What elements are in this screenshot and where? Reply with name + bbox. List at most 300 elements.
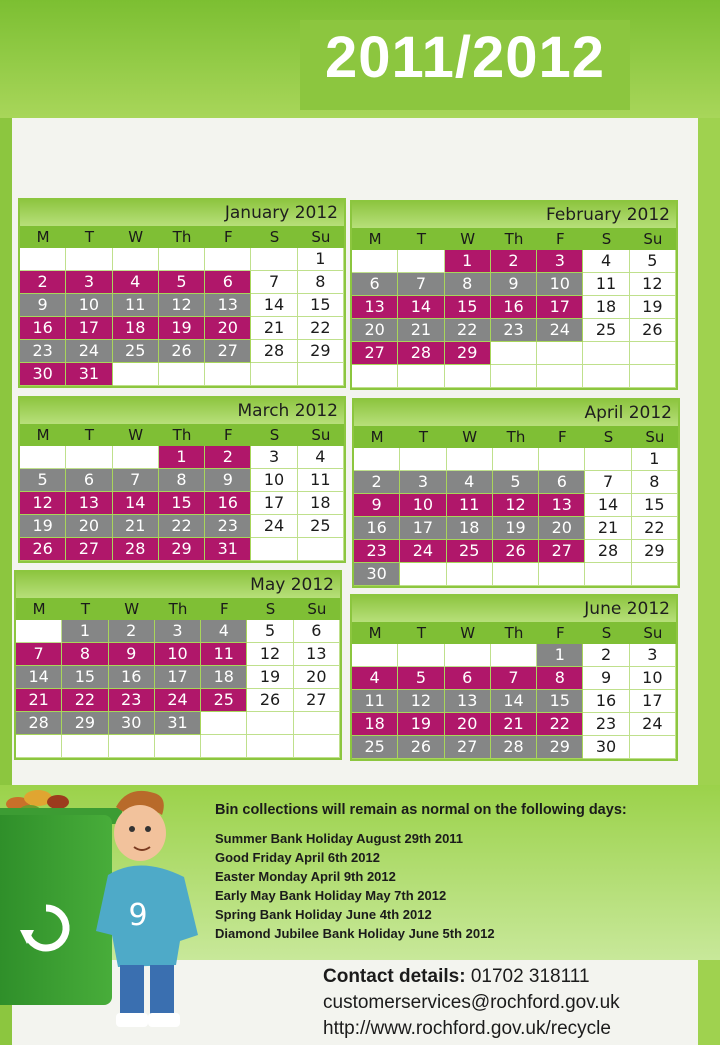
day-cell: 9	[109, 643, 155, 666]
weekday-header: Th	[155, 598, 201, 620]
day-cell: 1	[62, 620, 108, 643]
empty-day-cell	[294, 712, 340, 735]
day-cell: 13	[205, 294, 251, 317]
day-cell: 27	[294, 689, 340, 712]
empty-day-cell	[445, 644, 491, 667]
day-cell: 29	[445, 342, 491, 365]
empty-day-cell	[66, 248, 112, 271]
weekday-header: W	[447, 426, 493, 448]
weekday-header: F	[205, 424, 251, 446]
svg-text:9: 9	[128, 898, 148, 933]
empty-day-cell	[630, 342, 676, 365]
day-cell: 23	[20, 340, 66, 363]
weekday-header: Su	[294, 598, 340, 620]
empty-day-cell	[16, 735, 62, 758]
holiday-list	[215, 829, 495, 943]
weekday-header: Th	[491, 622, 537, 644]
empty-day-cell	[537, 365, 583, 388]
empty-day-cell	[201, 735, 247, 758]
empty-day-cell	[247, 712, 293, 735]
weekday-header: Su	[632, 426, 678, 448]
day-cell: 29	[62, 712, 108, 735]
day-cell: 8	[159, 469, 205, 492]
calendar-february-2012	[350, 200, 678, 390]
day-cell: 28	[16, 712, 62, 735]
weekday-header: M	[352, 622, 398, 644]
weekday-header: T	[66, 226, 112, 248]
weekday-header: M	[352, 228, 398, 250]
contact-email: customerservices@rochford.gov.uk	[323, 992, 620, 1013]
day-cell: 25	[352, 736, 398, 759]
day-cell: 19	[630, 296, 676, 319]
contact-details	[323, 964, 620, 1042]
weekday-header: W	[445, 622, 491, 644]
weekday-header: Th	[493, 426, 539, 448]
weekday-header: W	[113, 226, 159, 248]
empty-day-cell	[400, 448, 446, 471]
day-cell: 20	[294, 666, 340, 689]
day-cell: 4	[583, 250, 629, 273]
day-cell: 15	[62, 666, 108, 689]
day-cell: 9	[583, 667, 629, 690]
day-cell: 26	[20, 538, 66, 561]
weekday-header: S	[583, 622, 629, 644]
weekday-header: S	[251, 226, 297, 248]
day-cell: 6	[66, 469, 112, 492]
weekday-header: M	[16, 598, 62, 620]
empty-day-cell	[398, 644, 444, 667]
day-cell: 15	[159, 492, 205, 515]
day-cell: 27	[539, 540, 585, 563]
day-cell: 24	[251, 515, 297, 538]
boy-mascot-illustration	[88, 785, 208, 1030]
day-cell: 14	[251, 294, 297, 317]
day-cell: 22	[159, 515, 205, 538]
day-cell: 21	[585, 517, 631, 540]
holiday-item: Good Friday April 6th 2012	[215, 850, 380, 865]
day-cell: 29	[537, 736, 583, 759]
day-cell: 20	[205, 317, 251, 340]
day-cell: 21	[398, 319, 444, 342]
empty-day-cell	[352, 365, 398, 388]
empty-day-cell	[537, 342, 583, 365]
month-grid	[20, 424, 344, 561]
day-cell: 8	[62, 643, 108, 666]
holiday-item: Early May Bank Holiday May 7th 2012	[215, 888, 447, 903]
day-cell: 16	[109, 666, 155, 689]
day-cell: 16	[20, 317, 66, 340]
contact-label: Contact details:	[323, 966, 466, 987]
empty-day-cell	[294, 735, 340, 758]
month-title: January 2012	[20, 200, 344, 226]
day-cell: 6	[205, 271, 251, 294]
day-cell: 1	[537, 644, 583, 667]
day-cell: 15	[632, 494, 678, 517]
calendar-june-2012	[350, 594, 678, 761]
weekday-header: Su	[630, 228, 676, 250]
day-cell: 17	[155, 666, 201, 689]
day-cell: 13	[539, 494, 585, 517]
empty-day-cell	[20, 446, 66, 469]
holiday-item: Easter Monday April 9th 2012	[215, 869, 396, 884]
contact-website: http://www.rochford.gov.uk/recycle	[323, 1018, 611, 1039]
day-cell: 26	[493, 540, 539, 563]
day-cell: 10	[66, 294, 112, 317]
day-cell: 10	[630, 667, 676, 690]
day-cell: 25	[298, 515, 344, 538]
holiday-item: Spring Bank Holiday June 4th 2012	[215, 907, 432, 922]
month-title: June 2012	[352, 596, 676, 622]
holiday-item: Summer Bank Holiday August 29th 2011	[215, 831, 464, 846]
day-cell: 24	[155, 689, 201, 712]
calendar-april-2012	[352, 398, 680, 588]
day-cell: 16	[583, 690, 629, 713]
contact-phone: 01702 318111	[470, 966, 590, 987]
day-cell: 3	[155, 620, 201, 643]
day-cell: 25	[201, 689, 247, 712]
day-cell: 27	[352, 342, 398, 365]
day-cell: 24	[537, 319, 583, 342]
day-cell: 8	[445, 273, 491, 296]
day-cell: 8	[537, 667, 583, 690]
calendar-march-2012	[18, 396, 346, 563]
empty-day-cell	[109, 735, 155, 758]
day-cell: 5	[493, 471, 539, 494]
day-cell: 9	[354, 494, 400, 517]
day-cell: 1	[298, 248, 344, 271]
day-cell: 7	[113, 469, 159, 492]
empty-day-cell	[205, 363, 251, 386]
day-cell: 7	[16, 643, 62, 666]
day-cell: 24	[400, 540, 446, 563]
day-cell: 28	[491, 736, 537, 759]
day-cell: 14	[491, 690, 537, 713]
empty-day-cell	[583, 365, 629, 388]
empty-day-cell	[352, 250, 398, 273]
empty-day-cell	[201, 712, 247, 735]
empty-day-cell	[62, 735, 108, 758]
day-cell: 6	[294, 620, 340, 643]
day-cell: 11	[201, 643, 247, 666]
day-cell: 5	[247, 620, 293, 643]
day-cell: 8	[298, 271, 344, 294]
empty-day-cell	[493, 448, 539, 471]
day-cell: 12	[630, 273, 676, 296]
empty-day-cell	[491, 365, 537, 388]
day-cell: 23	[491, 319, 537, 342]
empty-day-cell	[400, 563, 446, 586]
empty-day-cell	[16, 620, 62, 643]
day-cell: 17	[66, 317, 112, 340]
day-cell: 16	[354, 517, 400, 540]
empty-day-cell	[398, 250, 444, 273]
day-cell: 13	[66, 492, 112, 515]
day-cell: 11	[352, 690, 398, 713]
weekday-header: S	[583, 228, 629, 250]
empty-day-cell	[630, 736, 676, 759]
empty-day-cell	[251, 248, 297, 271]
weekday-header: Th	[159, 424, 205, 446]
weekday-header: M	[20, 424, 66, 446]
day-cell: 21	[491, 713, 537, 736]
day-cell: 17	[630, 690, 676, 713]
day-cell: 24	[630, 713, 676, 736]
empty-day-cell	[583, 342, 629, 365]
month-grid	[352, 622, 676, 759]
day-cell: 27	[205, 340, 251, 363]
empty-day-cell	[585, 448, 631, 471]
day-cell: 29	[298, 340, 344, 363]
day-cell: 18	[201, 666, 247, 689]
day-cell: 20	[66, 515, 112, 538]
empty-day-cell	[159, 363, 205, 386]
day-cell: 7	[398, 273, 444, 296]
day-cell: 30	[583, 736, 629, 759]
weekday-header: Su	[298, 226, 344, 248]
day-cell: 23	[109, 689, 155, 712]
empty-day-cell	[447, 563, 493, 586]
day-cell: 16	[491, 296, 537, 319]
day-cell: 19	[247, 666, 293, 689]
day-cell: 14	[113, 492, 159, 515]
month-grid	[352, 228, 676, 388]
empty-day-cell	[251, 363, 297, 386]
day-cell: 3	[400, 471, 446, 494]
day-cell: 3	[251, 446, 297, 469]
day-cell: 20	[539, 517, 585, 540]
empty-day-cell	[159, 248, 205, 271]
day-cell: 23	[205, 515, 251, 538]
month-grid	[354, 426, 678, 586]
day-cell: 21	[251, 317, 297, 340]
day-cell: 12	[493, 494, 539, 517]
calendar-january-2012	[18, 198, 346, 388]
weekday-header: T	[400, 426, 446, 448]
page-title: 2011/2012	[325, 25, 605, 90]
weekday-header: F	[537, 228, 583, 250]
day-cell: 22	[537, 713, 583, 736]
month-title: May 2012	[16, 572, 340, 598]
day-cell: 21	[16, 689, 62, 712]
day-cell: 5	[159, 271, 205, 294]
empty-day-cell	[632, 563, 678, 586]
day-cell: 11	[298, 469, 344, 492]
weekday-header: M	[354, 426, 400, 448]
empty-day-cell	[352, 644, 398, 667]
day-cell: 14	[398, 296, 444, 319]
month-title: April 2012	[354, 400, 678, 426]
day-cell: 15	[537, 690, 583, 713]
holiday-item: Diamond Jubilee Bank Holiday June 5th 2012	[215, 926, 495, 941]
contact-phone-line	[323, 964, 620, 990]
weekday-header: S	[251, 424, 297, 446]
day-cell: 5	[398, 667, 444, 690]
day-cell: 4	[298, 446, 344, 469]
empty-day-cell	[493, 563, 539, 586]
empty-day-cell	[447, 448, 493, 471]
day-cell: 25	[583, 319, 629, 342]
weekday-header: T	[398, 622, 444, 644]
empty-day-cell	[298, 538, 344, 561]
day-cell: 19	[493, 517, 539, 540]
day-cell: 4	[113, 271, 159, 294]
day-cell: 9	[20, 294, 66, 317]
day-cell: 18	[583, 296, 629, 319]
day-cell: 3	[537, 250, 583, 273]
month-title: February 2012	[352, 202, 676, 228]
day-cell: 23	[354, 540, 400, 563]
day-cell: 7	[585, 471, 631, 494]
day-cell: 19	[20, 515, 66, 538]
day-cell: 11	[113, 294, 159, 317]
day-cell: 1	[632, 448, 678, 471]
day-cell: 13	[352, 296, 398, 319]
day-cell: 2	[491, 250, 537, 273]
day-cell: 8	[632, 471, 678, 494]
day-cell: 11	[447, 494, 493, 517]
day-cell: 4	[352, 667, 398, 690]
weekday-header: Th	[159, 226, 205, 248]
day-cell: 31	[155, 712, 201, 735]
empty-day-cell	[20, 248, 66, 271]
day-cell: 2	[20, 271, 66, 294]
day-cell: 16	[205, 492, 251, 515]
day-cell: 10	[537, 273, 583, 296]
weekday-header: F	[201, 598, 247, 620]
calendar-may-2012	[14, 570, 342, 760]
day-cell: 12	[159, 294, 205, 317]
notice-heading: Bin collections will remain as normal on the following days:	[215, 802, 627, 818]
day-cell: 6	[352, 273, 398, 296]
empty-day-cell	[113, 248, 159, 271]
weekday-header: S	[585, 426, 631, 448]
day-cell: 19	[398, 713, 444, 736]
day-cell: 15	[445, 296, 491, 319]
day-cell: 12	[398, 690, 444, 713]
day-cell: 14	[16, 666, 62, 689]
weekday-header: F	[539, 426, 585, 448]
day-cell: 26	[247, 689, 293, 712]
empty-day-cell	[445, 365, 491, 388]
weekday-header: T	[66, 424, 112, 446]
month-grid	[20, 226, 344, 386]
month-grid	[16, 598, 340, 758]
day-cell: 22	[632, 517, 678, 540]
day-cell: 29	[159, 538, 205, 561]
weekday-header: Th	[491, 228, 537, 250]
day-cell: 6	[539, 471, 585, 494]
empty-day-cell	[585, 563, 631, 586]
day-cell: 15	[298, 294, 344, 317]
weekday-header: W	[113, 424, 159, 446]
empty-day-cell	[113, 446, 159, 469]
day-cell: 5	[630, 250, 676, 273]
day-cell: 13	[294, 643, 340, 666]
day-cell: 18	[298, 492, 344, 515]
day-cell: 31	[66, 363, 112, 386]
empty-day-cell	[113, 363, 159, 386]
day-cell: 3	[66, 271, 112, 294]
day-cell: 1	[159, 446, 205, 469]
day-cell: 7	[251, 271, 297, 294]
day-cell: 4	[447, 471, 493, 494]
day-cell: 26	[159, 340, 205, 363]
day-cell: 10	[400, 494, 446, 517]
day-cell: 30	[20, 363, 66, 386]
empty-day-cell	[630, 365, 676, 388]
day-cell: 18	[113, 317, 159, 340]
day-cell: 9	[491, 273, 537, 296]
empty-day-cell	[491, 342, 537, 365]
day-cell: 25	[113, 340, 159, 363]
day-cell: 5	[20, 469, 66, 492]
day-cell: 2	[205, 446, 251, 469]
day-cell: 27	[445, 736, 491, 759]
day-cell: 17	[251, 492, 297, 515]
day-cell: 18	[447, 517, 493, 540]
day-cell: 2	[109, 620, 155, 643]
weekday-header: T	[398, 228, 444, 250]
weekday-header: F	[537, 622, 583, 644]
day-cell: 4	[201, 620, 247, 643]
day-cell: 22	[445, 319, 491, 342]
empty-day-cell	[354, 448, 400, 471]
empty-day-cell	[398, 365, 444, 388]
weekday-header: F	[205, 226, 251, 248]
recycle-icon	[18, 900, 74, 956]
empty-day-cell	[247, 735, 293, 758]
day-cell: 26	[398, 736, 444, 759]
empty-day-cell	[539, 563, 585, 586]
day-cell: 21	[113, 515, 159, 538]
day-cell: 22	[298, 317, 344, 340]
weekday-header: T	[62, 598, 108, 620]
day-cell: 10	[155, 643, 201, 666]
day-cell: 3	[630, 644, 676, 667]
day-cell: 7	[491, 667, 537, 690]
weekday-header: W	[109, 598, 155, 620]
day-cell: 20	[445, 713, 491, 736]
weekday-header: M	[20, 226, 66, 248]
month-title: March 2012	[20, 398, 344, 424]
day-cell: 28	[251, 340, 297, 363]
day-cell: 17	[400, 517, 446, 540]
day-cell: 25	[447, 540, 493, 563]
empty-day-cell	[491, 644, 537, 667]
weekday-header: W	[445, 228, 491, 250]
day-cell: 28	[398, 342, 444, 365]
day-cell: 9	[205, 469, 251, 492]
day-cell: 2	[583, 644, 629, 667]
day-cell: 12	[247, 643, 293, 666]
day-cell: 31	[205, 538, 251, 561]
day-cell: 11	[583, 273, 629, 296]
weekday-header: S	[247, 598, 293, 620]
day-cell: 18	[352, 713, 398, 736]
day-cell: 30	[109, 712, 155, 735]
day-cell: 28	[113, 538, 159, 561]
empty-day-cell	[298, 363, 344, 386]
day-cell: 6	[445, 667, 491, 690]
day-cell: 12	[20, 492, 66, 515]
day-cell: 20	[352, 319, 398, 342]
day-cell: 10	[251, 469, 297, 492]
empty-day-cell	[66, 446, 112, 469]
day-cell: 2	[354, 471, 400, 494]
day-cell: 28	[585, 540, 631, 563]
day-cell: 24	[66, 340, 112, 363]
weekday-header: Su	[630, 622, 676, 644]
